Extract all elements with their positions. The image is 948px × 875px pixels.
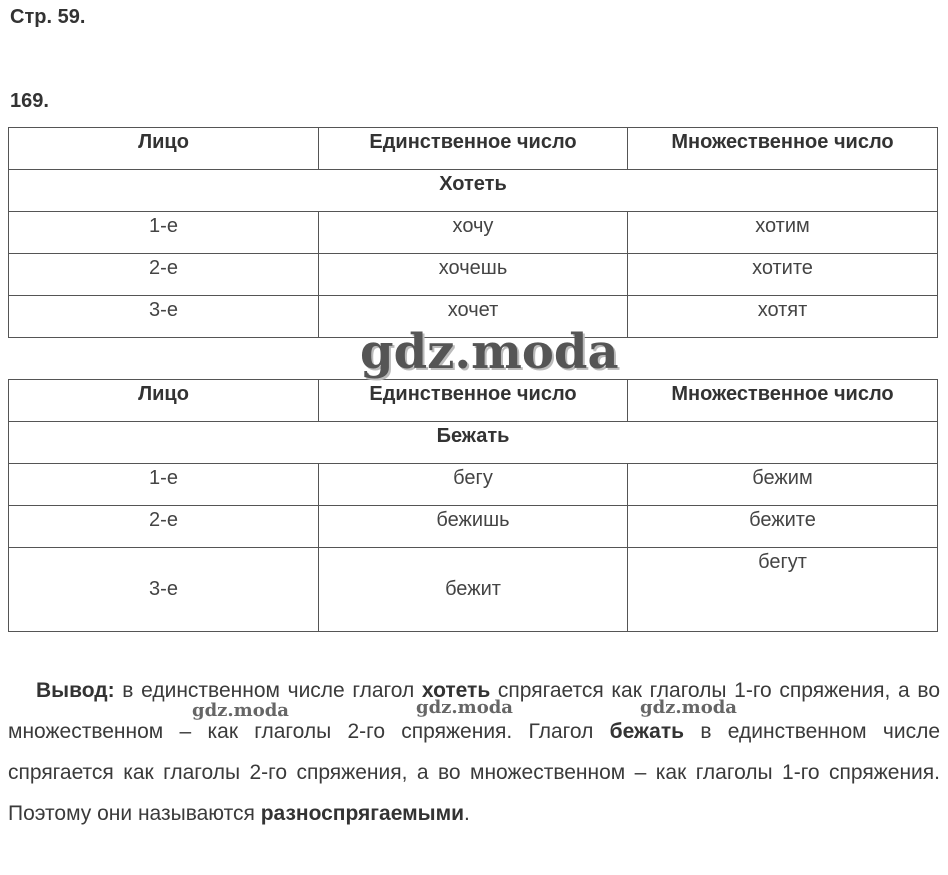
cell-person: 2-е xyxy=(9,506,319,548)
cell-singular: бежишь xyxy=(319,506,628,548)
verb-bezhat: бежать xyxy=(609,720,685,743)
conclusion-text: в единственном числе спрягается как глаголы 2-го спряжения, а во множественном – как глаголы 1-го спряжения. Поэтому они называются xyxy=(8,720,940,825)
verb-row xyxy=(9,422,938,464)
conjugation-table-khotet xyxy=(8,127,938,338)
watermark-logo: gdz.moda xyxy=(416,697,513,718)
cell-plural: бегут xyxy=(628,548,938,632)
header-singular: Единственное число xyxy=(319,380,628,422)
conclusion-label: Вывод: xyxy=(36,679,115,702)
verb-khotet: хотеть xyxy=(421,679,491,702)
cell-singular: хочет xyxy=(319,296,628,338)
watermark-logo: gdz.moda xyxy=(360,324,619,380)
table-header-row xyxy=(9,128,938,170)
cell-singular: хочешь xyxy=(319,254,628,296)
header-person: Лицо xyxy=(9,128,319,170)
table-row xyxy=(9,506,938,548)
header-singular: Единственное число xyxy=(319,128,628,170)
header-person: Лицо xyxy=(9,380,319,422)
task-number: 169. xyxy=(10,90,49,112)
cell-person: 1-е xyxy=(9,212,319,254)
cell-plural: хотите xyxy=(628,254,938,296)
verb-title: Бежать xyxy=(9,422,938,464)
cell-person: 1-е xyxy=(9,464,319,506)
cell-person: 2-е xyxy=(9,254,319,296)
table-row xyxy=(9,212,938,254)
cell-person: 3-е xyxy=(9,296,319,338)
table-row xyxy=(9,548,938,632)
conjugation-table-bezhat xyxy=(8,379,938,632)
term-raznospryagaemye: разноспрягаемыми xyxy=(260,802,465,825)
verb-row xyxy=(9,170,938,212)
table-row xyxy=(9,464,938,506)
table-row xyxy=(9,254,938,296)
watermark-logo: gdz.moda xyxy=(192,700,289,721)
verb-title: Хотеть xyxy=(9,170,938,212)
cell-plural: хотят xyxy=(628,296,938,338)
watermark-logo: gdz.moda xyxy=(640,697,737,718)
conclusion-paragraph xyxy=(8,670,940,834)
header-plural: Множественное число xyxy=(628,128,938,170)
cell-plural: бежим xyxy=(628,464,938,506)
cell-plural: бежите xyxy=(628,506,938,548)
conclusion-text: в единственном числе глагол xyxy=(114,679,422,702)
table-header-row xyxy=(9,380,938,422)
cell-singular: хочу xyxy=(319,212,628,254)
header-plural: Множественное число xyxy=(628,380,938,422)
cell-singular: бежит xyxy=(319,548,628,632)
cell-plural: хотим xyxy=(628,212,938,254)
cell-person: 3-е xyxy=(9,548,319,632)
conclusion-text: спрягается как глаголы 1-го спряжения, а во множественном – как глаголы 2-го спряжения. Глагол xyxy=(8,679,941,743)
cell-singular: бегу xyxy=(319,464,628,506)
conclusion-text: . xyxy=(464,802,470,825)
page-reference: Стр. 59. xyxy=(10,6,86,28)
